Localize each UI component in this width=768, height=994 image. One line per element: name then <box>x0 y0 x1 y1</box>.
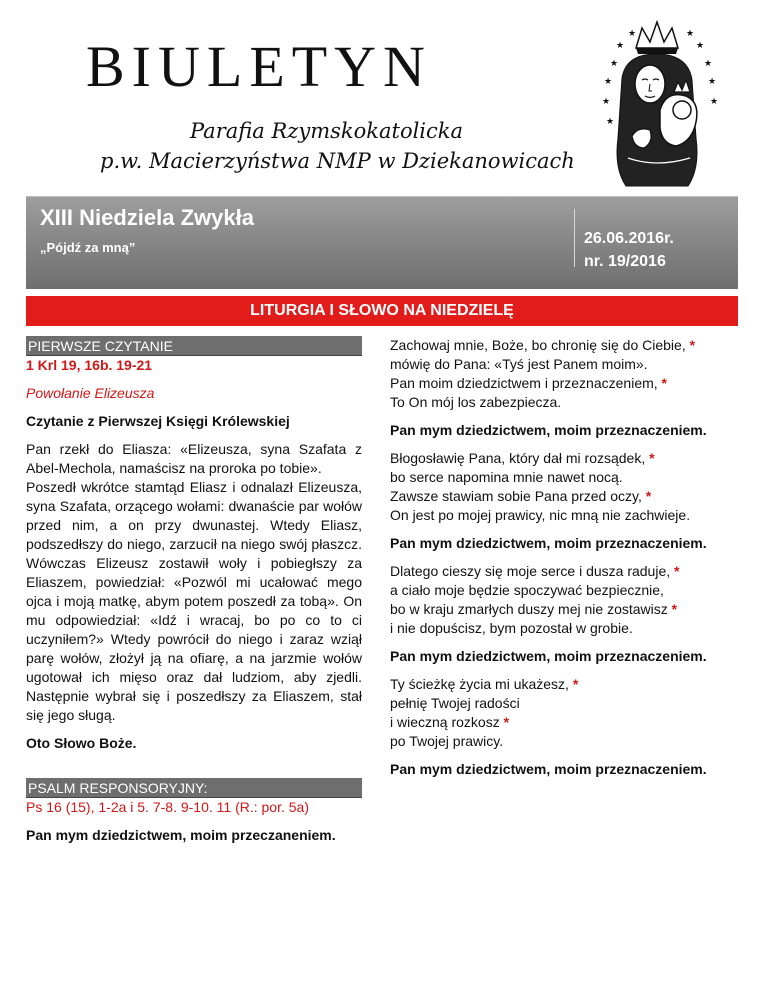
banner-divider <box>574 209 575 267</box>
svg-text:★: ★ <box>710 97 719 107</box>
parish-name: Parafia Rzymskokatolicka <box>190 119 464 143</box>
svg-text:★: ★ <box>610 59 619 69</box>
psalm-stanza-2 <box>390 449 740 525</box>
stanza-line: Zawsze stawiam sobie Pana przed oczy, <box>390 488 642 504</box>
svg-text:★: ★ <box>602 97 611 107</box>
stanza-line: Błogosławię Pana, który dał mi rozsądek, <box>390 450 646 466</box>
sunday-motto: „Pójdź za mną” <box>40 240 136 255</box>
reading1-ending: Oto Słowo Boże. <box>26 735 137 751</box>
stanza-line: i nie dopuścisz, bym pozostał w grobie. <box>390 620 633 636</box>
issue-number: nr. 19/2016 <box>584 253 666 270</box>
stanza-line: i wieczną rozkosz <box>390 714 500 730</box>
stanza-line: po Twojej prawicy. <box>390 733 504 749</box>
reading1-paragraph-1: Pan rzekł do Eliasza: «Elizeusza, syna Szafata z Abel-Mechola, namaścisz na proroka po tobie». <box>26 441 362 476</box>
psalm-reference: Ps 16 (15), 1-2a i 5. 7-8. 9-10. 11 (R.: por. 5a) <box>26 799 309 815</box>
issue-date: 26.06.2016r. <box>584 230 674 247</box>
bulletin-title: BIULETYN <box>86 34 432 99</box>
psalm-refrain: Pan mym dziedzictwem, moim przeznaczeniem. <box>390 535 707 551</box>
stanza-line: To On mój los zabezpiecza. <box>390 394 562 410</box>
sunday-title: XIII Niedziela Zwykła <box>40 205 254 230</box>
reading1-subtitle: Powołanie Elizeusza <box>26 385 155 401</box>
svg-text:★: ★ <box>704 59 713 69</box>
svg-text:★: ★ <box>604 77 613 87</box>
svg-text:★: ★ <box>628 29 637 39</box>
issue-info <box>584 227 674 273</box>
reading1-intro: Czytanie z Pierwszej Księgi Królewskiej <box>26 413 290 429</box>
psalm-label: PSALM RESPONSORYJNY: <box>26 778 362 798</box>
reading1-label: PIERWSZE CZYTANIE <box>26 336 362 356</box>
psalm-refrain: Pan mym dziedzictwem, moim przeznaczeniem. <box>390 422 707 438</box>
stanza-line: pełnię Twojej radości <box>390 695 520 711</box>
parish-dedication: p.w. Macierzyństwa NMP w Dziekanowicach <box>100 149 575 173</box>
verse-star: * <box>572 676 579 692</box>
verse-star: * <box>661 375 667 391</box>
stanza-line: Dlatego cieszy się moje serce i dusza raduje, <box>390 563 671 579</box>
psalm-refrain: Pan mym dziedzictwem, moim przeznaczeniem. <box>390 648 707 664</box>
svg-text:★: ★ <box>686 29 695 39</box>
verse-star: * <box>674 563 680 579</box>
stanza-line: mówię do Pana: «Tyś jest Panem moim». <box>390 356 648 372</box>
psalm-refrain: Pan mym dziedzictwem, moim przeczaneniem. <box>26 827 336 843</box>
svg-text:★: ★ <box>708 77 717 87</box>
verse-star: * <box>649 450 655 466</box>
stanza-line: bo w kraju zmarłych duszy mej nie zostawisz <box>390 601 668 617</box>
psalm-stanza-1 <box>390 336 740 412</box>
psalm-stanza-3 <box>390 562 740 638</box>
stanza-line: On jest po mojej prawicy, nic mną nie zachwieje. <box>390 507 691 523</box>
psalm-refrain: Pan mym dziedzictwem, moim przeznaczeniem. <box>390 761 707 777</box>
section-title: LITURGIA I SŁOWO NA NIEDZIELĘ <box>26 296 738 326</box>
verse-star: * <box>645 488 652 504</box>
issue-banner <box>26 196 738 289</box>
stanza-line: a ciało moje będzie spoczywać bezpiecznie, <box>390 582 664 598</box>
psalm-stanza-4 <box>390 675 740 751</box>
reading1-reference: 1 Krl 19, 16b. 19-21 <box>26 357 153 373</box>
right-column <box>390 336 740 788</box>
masthead <box>0 0 768 200</box>
left-column <box>26 336 362 854</box>
madonna-icon <box>592 18 722 190</box>
svg-text:★: ★ <box>696 41 705 51</box>
verse-star: * <box>689 337 696 353</box>
svg-text:★: ★ <box>606 117 615 127</box>
stanza-line: Zachowaj mnie, Boże, bo chronię się do Ciebie, <box>390 337 686 353</box>
reading1-paragraph-2: Poszedł wkrótce stamtąd Eliasz i odnalazł Elizeusza, syna Szafata, orzącego wołami: dwanaście par wołów przed nim, a on przy dwunastej. Wtedy Eliasz, podszedłszy do niego, zarzucił na niego swój płaszcz. Wówczas Elizeusz zostawił woły i pobiegłszy za Eliaszem, powiedział: «Pozwól mi ucałować mego ojca i moją matkę, abym potem poszedł za tobą». On mu odpowiedział: «Idź i wracaj, bo po co to ci uczyniłem?» Wtedy powrócił do niego i zaraz wziął parę wołów, złożył ją na ofiarę, a na jarzmie wołów ugotował ich mięso oraz dał ludziom, aby zjedli. Następnie wybrał się i poszedłszy za Eliaszem, stał się jego sługą. <box>26 479 362 723</box>
svg-text:★: ★ <box>616 41 625 51</box>
stanza-line: Pan moim dziedzictwem i przeznaczeniem, <box>390 375 658 391</box>
stanza-line: bo serce napomina mnie nawet nocą. <box>390 469 623 485</box>
verse-star: * <box>503 714 510 730</box>
verse-star: * <box>671 601 678 617</box>
stanza-line: Ty ścieżkę życia mi ukażesz, <box>390 676 569 692</box>
